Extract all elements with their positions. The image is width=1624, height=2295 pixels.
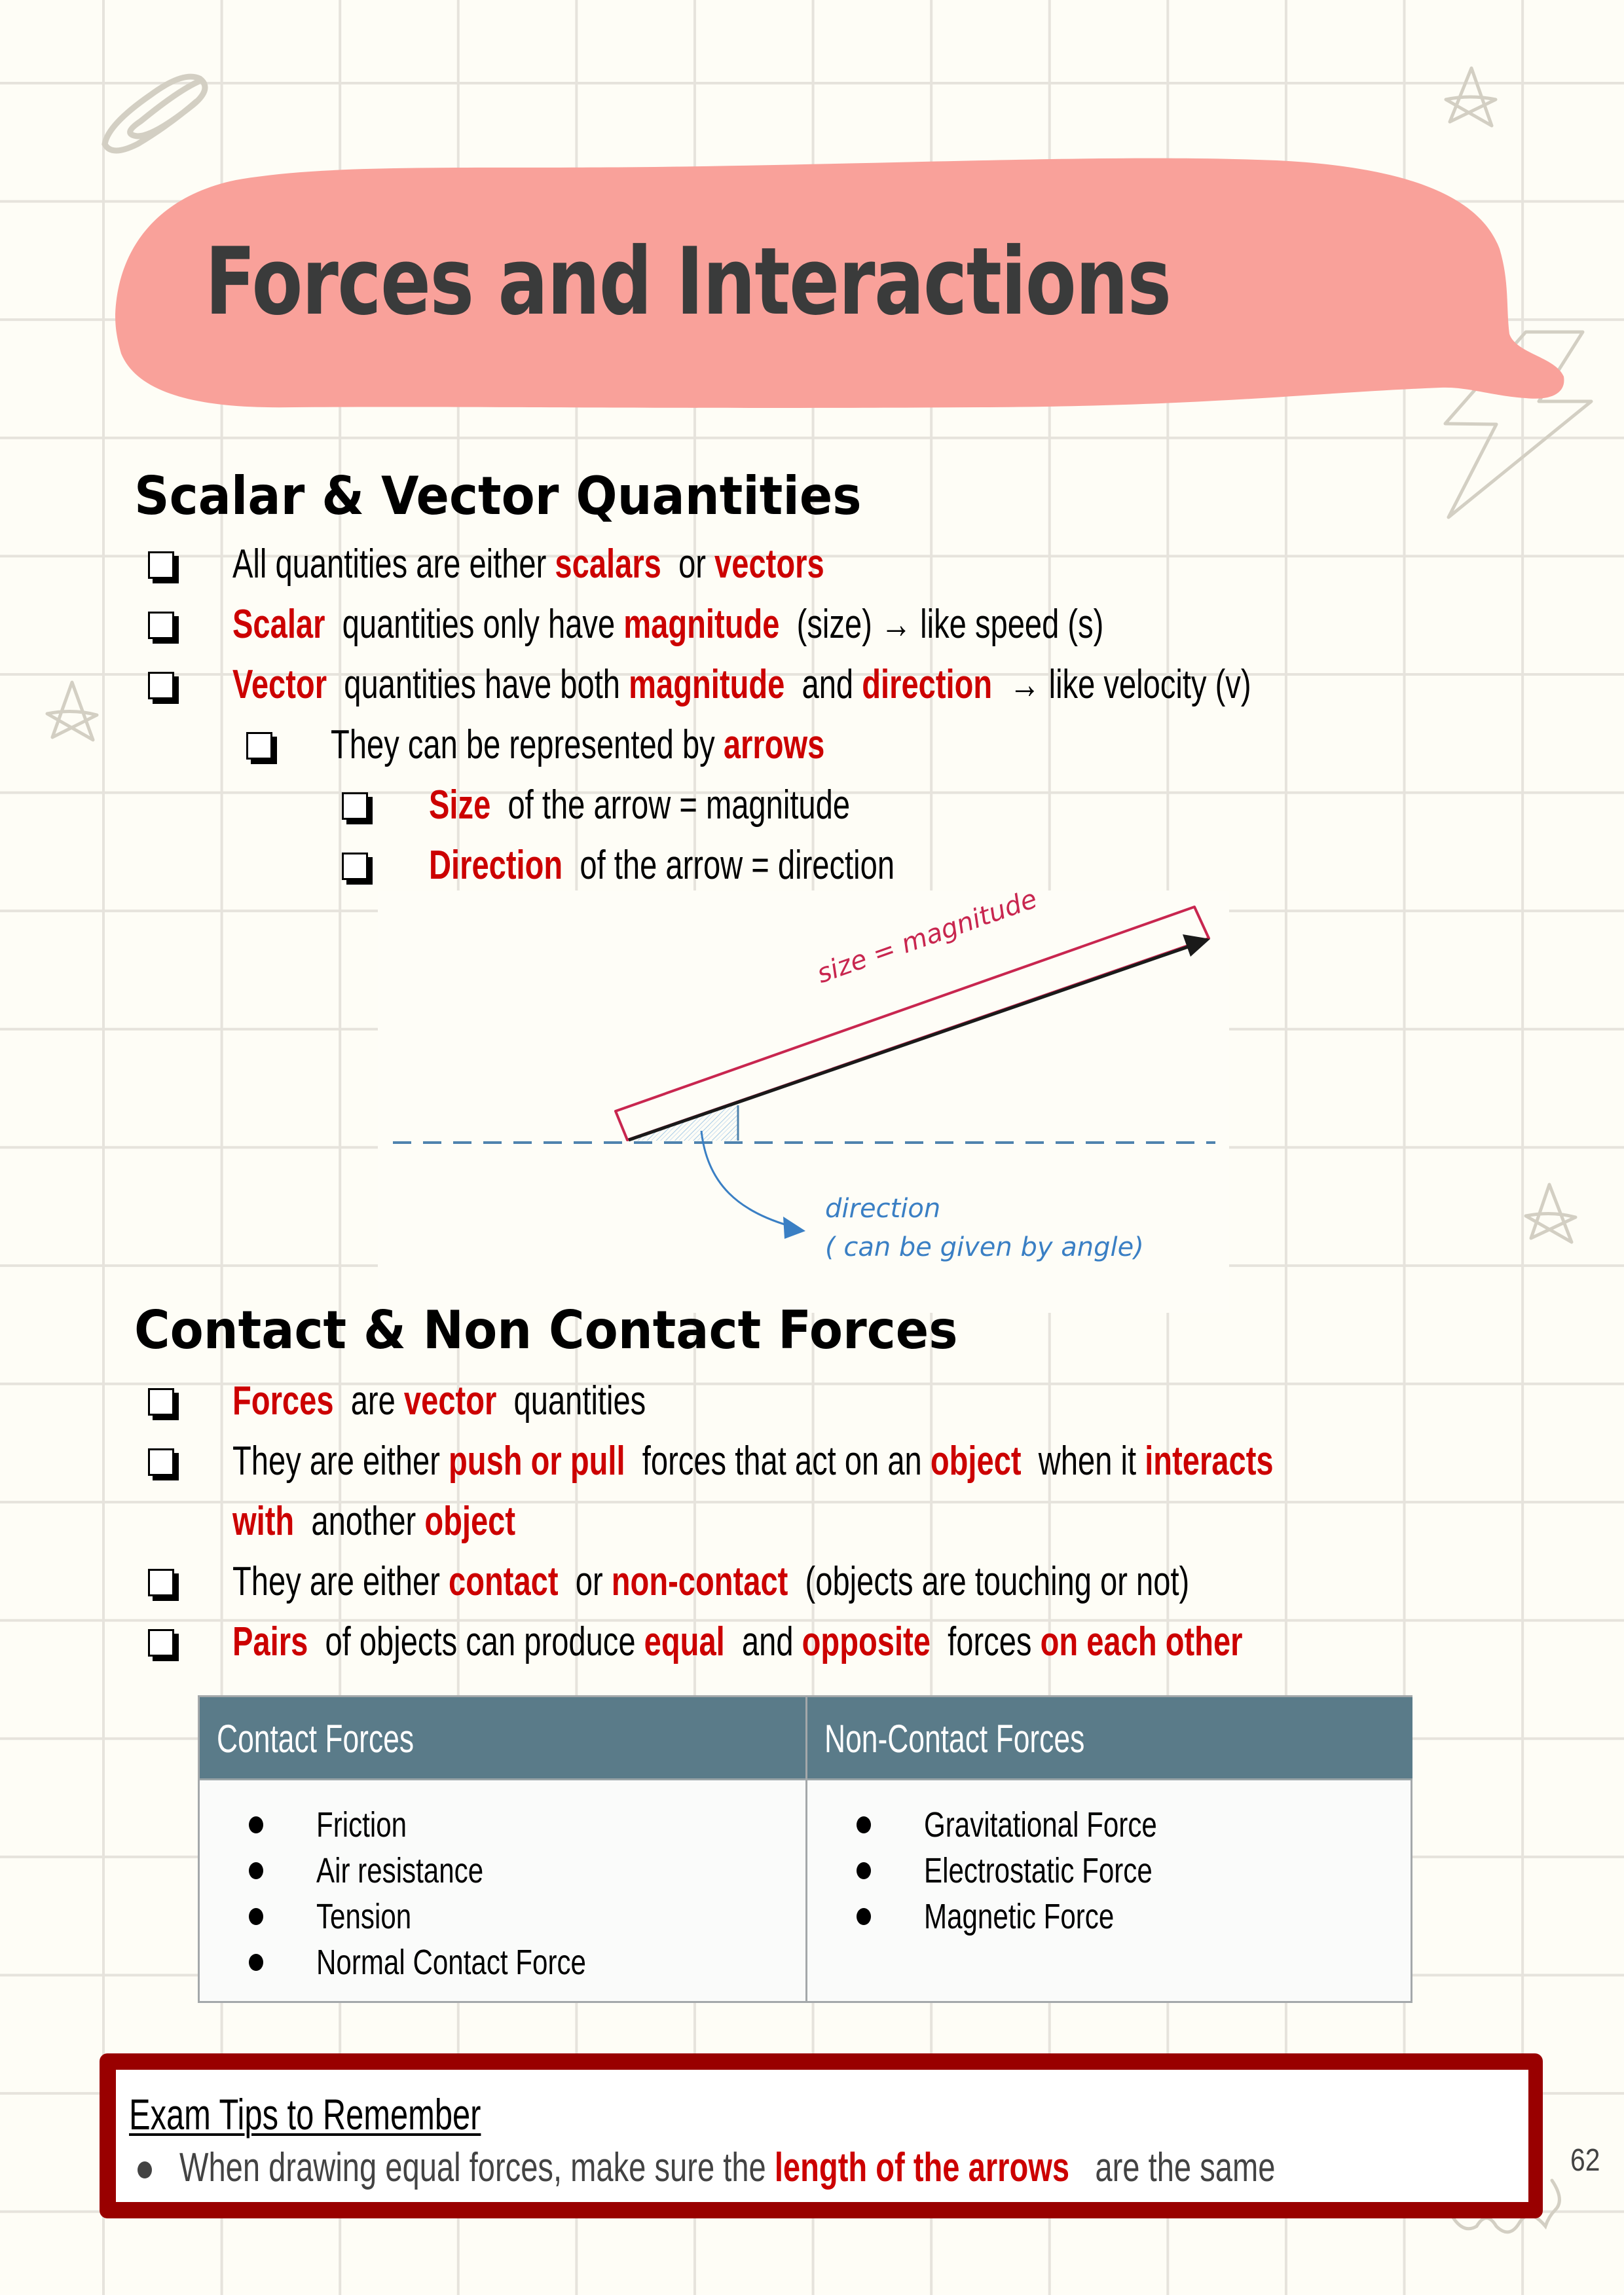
text-run: forces that act on an (625, 1439, 931, 1484)
bullet-item (429, 839, 895, 892)
text-run: of the arrow = direction (563, 843, 895, 888)
text-run: (objects are touching or not) (788, 1559, 1190, 1604)
highlighted-term: scalars (555, 542, 661, 587)
section-heading-contact-forces: Contact & Non Contact Forces (134, 1300, 958, 1361)
bullet-item (331, 719, 824, 771)
forces-table (198, 1695, 1412, 2003)
exam-tips-title: Exam Tips to Remember (129, 2090, 481, 2139)
highlighted-term: opposite (802, 1619, 931, 1664)
bullet-item (232, 1616, 1243, 1668)
highlighted-term: Vector (232, 662, 327, 707)
table-header-contact (200, 1697, 805, 1780)
text-run: quantities (496, 1378, 646, 1423)
bullet-item (232, 1435, 1274, 1488)
bullet-item (232, 1556, 1189, 1608)
text-run: (size) → like speed (s) (779, 602, 1104, 647)
bullet-item (232, 659, 1251, 711)
bullet-icon (857, 1816, 871, 1833)
text-run: They can be represented by (331, 722, 724, 767)
bullet-item (232, 538, 824, 591)
bullet-icon (249, 1954, 263, 1971)
highlighted-term: Forces (232, 1378, 334, 1423)
highlighted-term: Size (429, 782, 491, 828)
highlighted-term: contact (449, 1559, 559, 1604)
direction-note: ( can be given by angle) (825, 1232, 1144, 1262)
page-number: 62 (1570, 2143, 1600, 2178)
text-run: and (724, 1619, 802, 1664)
text-run: forces (930, 1619, 1041, 1664)
bullet-item (429, 779, 850, 832)
checkbox-icon (246, 732, 272, 760)
highlighted-term: vector (403, 1378, 497, 1423)
highlighted-term: direction (862, 662, 993, 707)
bullet-icon (857, 1908, 871, 1925)
force-list-item: Friction (316, 1805, 407, 1845)
force-list-item: Air resistance (316, 1851, 484, 1890)
highlighted-term: vectors (714, 542, 824, 587)
highlighted-term: equal (644, 1619, 725, 1664)
text-run: quantities have both (327, 662, 629, 707)
highlighted-term: object (424, 1499, 516, 1544)
highlighted-term: Pairs (232, 1619, 308, 1664)
highlighted-term: interacts (1145, 1439, 1274, 1484)
text-run: When drawing equal forces, make sure the (179, 2145, 775, 2190)
force-list-item: Normal Contact Force (316, 1943, 586, 1982)
text-run: quantities only have (325, 602, 624, 647)
exam-tip-item (179, 2142, 1275, 2194)
checkbox-icon (148, 1448, 174, 1476)
text-run: or (661, 542, 715, 587)
checkbox-icon (342, 792, 368, 820)
text-run: They are either (232, 1559, 449, 1604)
table-header-non-contact (807, 1697, 1412, 1780)
column-divider (805, 1697, 807, 2001)
bullet-item (232, 598, 1103, 651)
bullet-icon (249, 1816, 263, 1833)
highlighted-term: push or pull (449, 1439, 625, 1484)
text-run: another (294, 1499, 425, 1544)
checkbox-icon (342, 853, 368, 880)
force-list-item: Gravitational Force (924, 1805, 1157, 1845)
star-doodle-icon (1522, 1182, 1581, 1247)
highlighted-term: with (232, 1499, 295, 1544)
highlighted-term: non-contact (611, 1559, 788, 1604)
highlighted-term: arrows (723, 722, 825, 767)
star-doodle-icon (43, 680, 102, 745)
text-run: when it (1021, 1439, 1145, 1484)
text-run: or (558, 1559, 612, 1604)
bullet-icon (857, 1862, 871, 1879)
exam-tips-box (100, 2053, 1543, 2218)
highlighted-term: magnitude (623, 602, 780, 647)
checkbox-icon (148, 1629, 174, 1657)
highlighted-term: object (930, 1439, 1022, 1484)
text-run: and (784, 662, 862, 707)
text-run: They are either (232, 1439, 449, 1484)
highlighted-term: Scalar (232, 602, 325, 647)
bullet-item-continuation (232, 1496, 515, 1548)
force-list-item: Electrostatic Force (924, 1851, 1153, 1890)
force-list-item: Magnetic Force (924, 1897, 1115, 1936)
exam-tips-content (116, 2070, 1528, 2202)
direction-label: direction (825, 1194, 941, 1224)
section-heading-scalar-vector: Scalar & Vector Quantities (134, 466, 862, 526)
text-run: → like velocity (v) (992, 662, 1251, 707)
text-run: are the same (1069, 2145, 1276, 2190)
highlighted-term: length of the arrows (774, 2145, 1070, 2190)
vector-arrow-diagram (378, 883, 1229, 1313)
text-run: All quantities are either (232, 542, 555, 587)
checkbox-icon (148, 1569, 174, 1596)
highlighted-term: Direction (429, 843, 563, 888)
checkbox-icon (148, 1388, 174, 1416)
magnitude-label: size = magnitude (813, 883, 1041, 989)
checkbox-icon (148, 551, 174, 579)
column-header: Contact Forces (217, 1717, 415, 1761)
bullet-icon (249, 1862, 263, 1879)
highlighted-term: on each other (1040, 1619, 1243, 1664)
text-run: of objects can produce (308, 1619, 644, 1664)
text-run: are (333, 1378, 404, 1423)
column-header: Non-Contact Forces (824, 1717, 1085, 1761)
text-run: of the arrow = magnitude (490, 782, 851, 828)
bullet-icon (138, 2161, 152, 2178)
bullet-item (232, 1375, 646, 1427)
highlighted-term: magnitude (629, 662, 785, 707)
force-list-item: Tension (316, 1897, 412, 1936)
page-title: Forces and Interactions (205, 228, 1171, 336)
bullet-icon (249, 1908, 263, 1925)
checkbox-icon (148, 672, 174, 699)
checkbox-icon (148, 612, 174, 639)
